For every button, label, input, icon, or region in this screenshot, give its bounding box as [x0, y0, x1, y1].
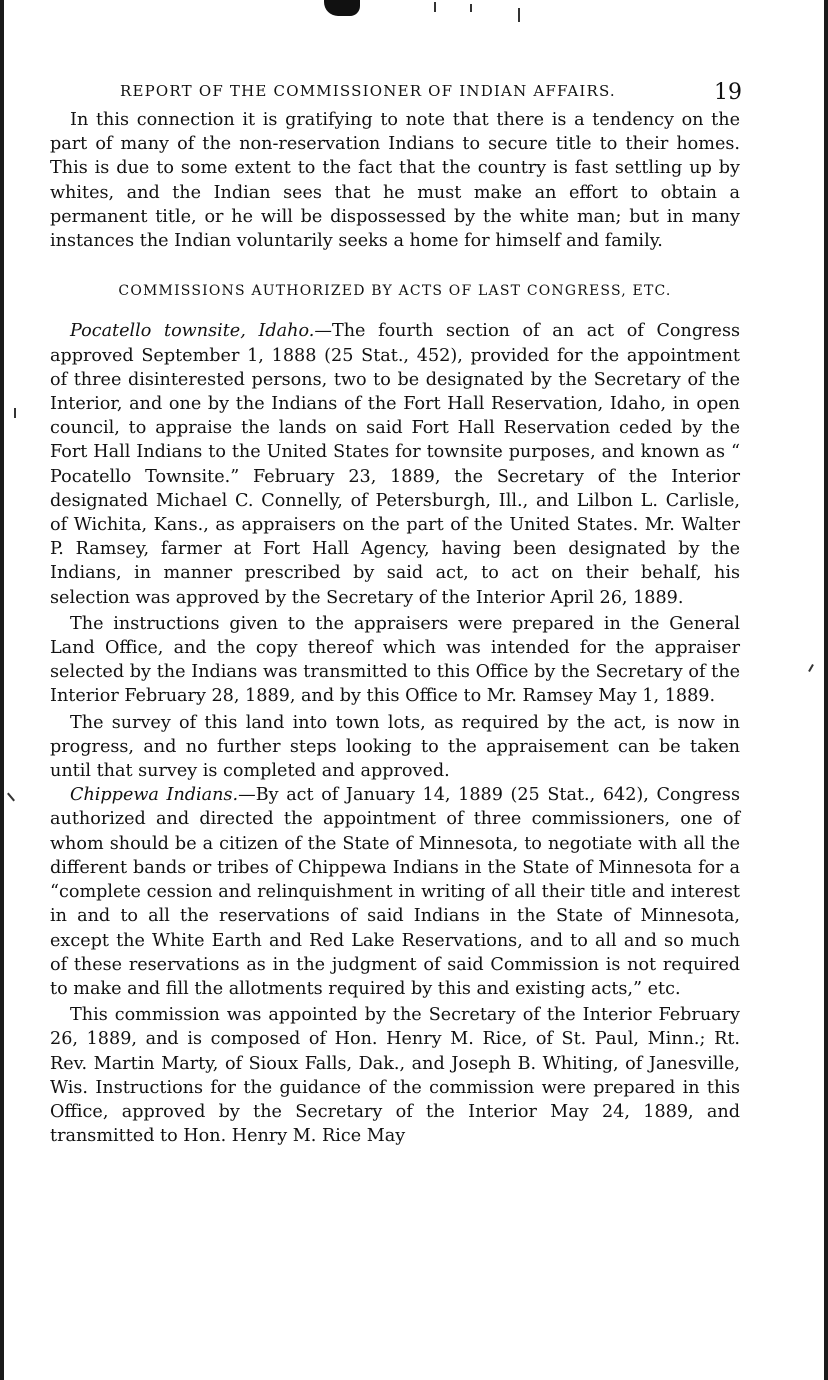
chippewa-lead: Chippewa Indians.	[70, 785, 239, 806]
scan-mark	[7, 793, 15, 802]
paragraph-instructions: The instructions given to the appraisers were prepared in the General Land Office, and the copy thereof which was intended for the appraiser selected by the Indians was transmitted to this Office by the Secretary of the Interior February 28, 1889, and by this Office to Mr. Ramsey May 1, 1889.	[50, 613, 740, 707]
paragraph-intro: In this connection it is gratifying to note that there is a tendency on the part of many of the non-reservation Indians to secure title to their homes. This is due to some extent to the fact that the country is fast settling up by whites, and the Indian sees that he must make an effort to obtain a permanent title, or he will be dispossessed by the white man; but in many instances the Indian voluntarily seeks a home for himself and family.	[50, 110, 740, 252]
page-body	[50, 80, 740, 1148]
pocatello-body: —The fourth section of an act of Congress approved September 1, 1888 (25 Stat., 452), provided for the appointment of three disinterested persons, two to be designated by the Secretary of the Interior, and one by the Indians of the Fort Hall Reservation, Idaho, in open council, to appraise the lands on said Fort Hall Reservation ceded by the Fort Hall Indians to the United States for townsite purposes, and known as “ Pocatello Townsite.” February 23, 1889, the Secretary of the Interior designated Michael C. Connelly, of Petersburgh, Ill., and Lilbon L. Carlisle, of Wichita, Kans., as appraisers on the part of the United States. Mr. Walter P. Ramsey, farmer at Fort Hall Agency, having been designated by the Indians, in manner prescribed by said act, to act on their behalf, his selection was approved by the Secretary of the Interior April 26, 1889.	[50, 321, 741, 608]
paragraph-chippewa	[50, 783, 740, 1001]
scan-mark	[14, 408, 16, 418]
scan-right-edge	[824, 0, 828, 1380]
paragraph-pocatello	[50, 319, 740, 609]
scan-mark	[808, 664, 814, 672]
scan-mark	[470, 4, 472, 12]
scan-mark	[434, 2, 436, 12]
pocatello-lead: Pocatello townsite, Idaho.	[70, 321, 315, 342]
running-head	[50, 80, 740, 108]
page-number: 19	[714, 80, 742, 105]
scan-mark	[518, 8, 520, 22]
running-head-title: REPORT OF THE COMMISSIONER OF INDIAN AFFAIRS.	[120, 82, 616, 100]
paragraph-commission: This commission was appointed by the Secretary of the Interior February 26, 1889, and is composed of Hon. Henry M. Rice, of St. Paul, Minn.; Rt. Rev. Martin Marty, of Sioux Falls, Dak., and Joseph B. Whiting, of Janesville, Wis. Instructions for the guidance of the commission were prepared in this Office, approved by the Secretary of the Interior May 24, 1889, and transmitted to Hon. Henry M. Rice May	[50, 1005, 740, 1147]
section-heading: COMMISSIONS AUTHORIZED BY ACTS OF LAST CONGRESS, ETC.	[118, 283, 672, 300]
ink-blot	[324, 0, 360, 16]
scan-left-edge	[0, 0, 4, 1380]
paragraph-survey: The survey of this land into town lots, as required by the act, is now in progress, and no further steps looking to the appraisement can be taken until that survey is completed and approved.	[50, 712, 740, 782]
chippewa-body: —By act of January 14, 1889 (25 Stat., 642), Congress authorized and directed the appointment of three commissioners, one of whom should be a citizen of the State of Minnesota, to negotiate with all the different bands or tribes of Chippewa Indians in the State of Minnesota for a “complete cession and relinquishment in writing of all their title and interest in and to all the reservations of said Indians in the State of Minnesota, except the White Earth and Red Lake Reservations, and to all and so much of these reservations as in the judgment of said Commission is not required to make and fill the allotments required by this and existing acts,” etc.	[50, 785, 740, 999]
